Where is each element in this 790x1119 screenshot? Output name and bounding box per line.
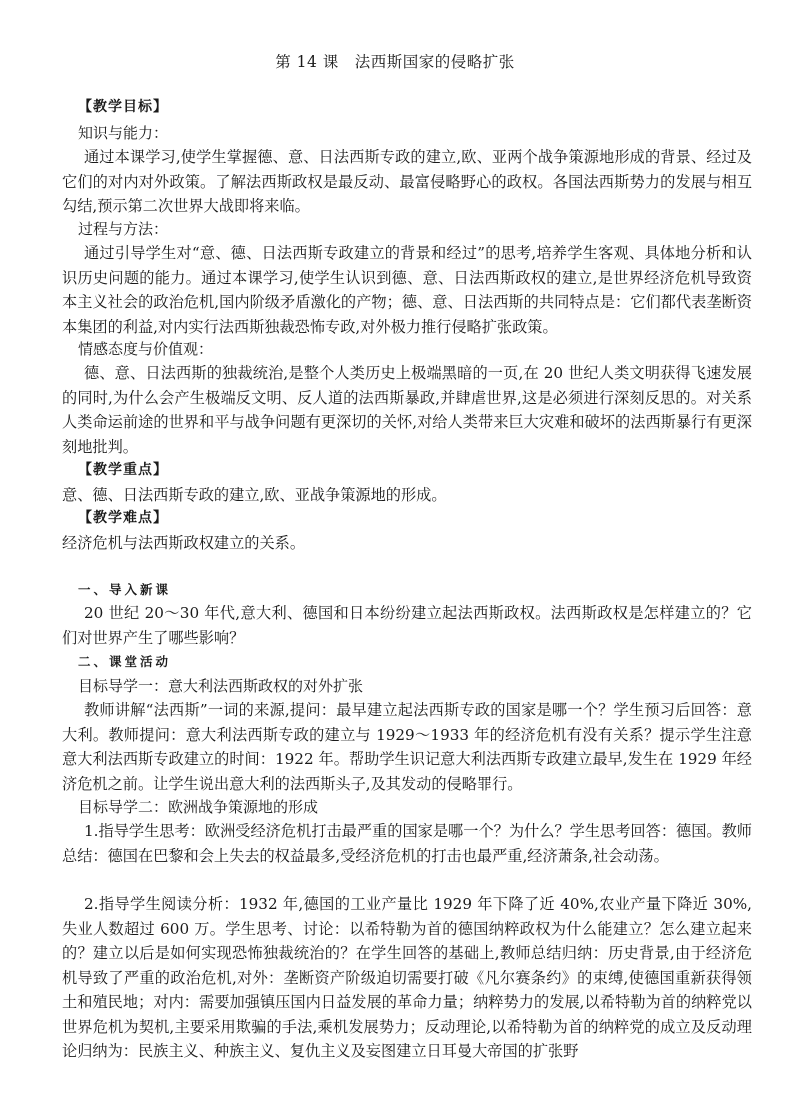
goal2-item-2: 2.指导学生阅读分析：1932 年,德国的工业产量比 1929 年下降了近 40%,农业产量下降近 30%,失业人数超过 600 万。学生思考、讨论：以希特勒为首的德国纳粹政权为什么能建立？怎么建立起来的？建立以后是如何实现恐怖独裁统治的？在学生回答的基础上,教师总结归纳：历史背景,由于经济危机导致了严重的政治危机,对外：垄断资产阶级迫切需要打破《凡尔赛条约》的束缚,使德国重新获得领土和殖民地；对内：需要加强镇压国内日益发展的革命力量；纳粹势力的发展,以希特勒为首的纳粹党以世界危机为契机,主要采用欺骗的手法,乘机发展势力；反动理论,以希特勒为首的纳粹党的成立及反动理论归纳为：民族主义、种族主义、复仇主义及妄图建立日耳曼大帝国的扩张野 (62, 895, 752, 1060)
goal1-paragraph: 教师讲解“法西斯”一词的来源,提问：最早建立起法西斯专政的国家是哪一个？学生预习后回答：意大利。教师提问：意大利法西斯专政的建立与 1929～1933 年的经济危机有没有关系？提示学生注意意大利法西斯专政建立的时间：1922 年。帮助学生识记意大利法西斯专政建立最早,发生在 1929 年经济危机之前。让学生说出意大利的法西斯头子,及其发动的侵略罪行。 (62, 701, 752, 793)
objectives-heading: 【教学目标】 (78, 99, 168, 115)
difficulties-heading: 【教学难点】 (78, 510, 168, 526)
goal2-title: 目标导学二：欧洲战争策源地的形成 (78, 798, 319, 816)
activities-heading: 二、课堂活动 (78, 654, 172, 669)
intro-paragraph: 20 世纪 20～30 年代,意大利、德国和日本纷纷建立起法西斯政权。法西斯政权是怎样建立的？它们对世界产生了哪些影响？ (62, 604, 752, 647)
attitude-label: 情感态度与价值观： (78, 340, 214, 358)
process-label: 过程与方法： (78, 220, 169, 238)
knowledge-paragraph: 通过本课学习,使学生掌握德、意、日法西斯专政的建立,欧、亚两个战争策源地形成的背景、经过及它们的对内对外政策。了解法西斯政权是最反动、最富侵略野心的政权。各国法西斯势力的发展与相互勾结,预示第二次世界大战即将来临。 (62, 148, 752, 215)
goal2-item-1: 1.指导学生思考：欧洲受经济危机打击最严重的国家是哪一个？为什么？学生思考回答：德国。教师总结：德国在巴黎和会上失去的权益最多,受经济危机的打击也最严重,经济萧条,社会动荡。 (62, 822, 752, 865)
intro-heading: 一、导入新课 (78, 582, 172, 597)
knowledge-label: 知识与能力： (78, 124, 169, 142)
goal1-title: 目标导学一：意大利法西斯政权的对外扩张 (78, 677, 364, 695)
page-title: 第 14 课 法西斯国家的侵略扩张 (275, 53, 515, 71)
key-points-text: 意、德、日法西斯专政的建立,欧、亚战争策源地的形成。 (62, 486, 447, 504)
attitude-paragraph: 德、意、日法西斯的独裁统治,是整个人类历史上极端黑暗的一页,在 20 世纪人类文明获得飞速发展的同时,为什么会产生极端反文明、反人道的法西斯暴政,并肆虐世界,这是必须进行深刻反思的。对关系人类命运前途的世界和平与战争问题有更深切的关怀,对给人类带来巨大灾难和破坏的法西斯暴行有更深刻地批判。 (62, 364, 752, 456)
difficulties-text: 经济危机与法西斯政权建立的关系。 (62, 534, 305, 552)
process-paragraph: 通过引导学生对“意、德、日法西斯专政建立的背景和经过”的思考,培养学生客观、具体地分析和认识历史问题的能力。通过本课学习,使学生认识到德、意、日法西斯政权的建立,是世界经济危机导致资本主义社会的政治危机,国内阶级矛盾激化的产物；德、意、日法西斯的共同特点是：它们都代表垄断资本集团的利益,对内实行法西斯独裁恐怖专政,对外极力推行侵略扩张政策。 (62, 244, 752, 336)
key-points-heading: 【教学重点】 (78, 462, 168, 478)
